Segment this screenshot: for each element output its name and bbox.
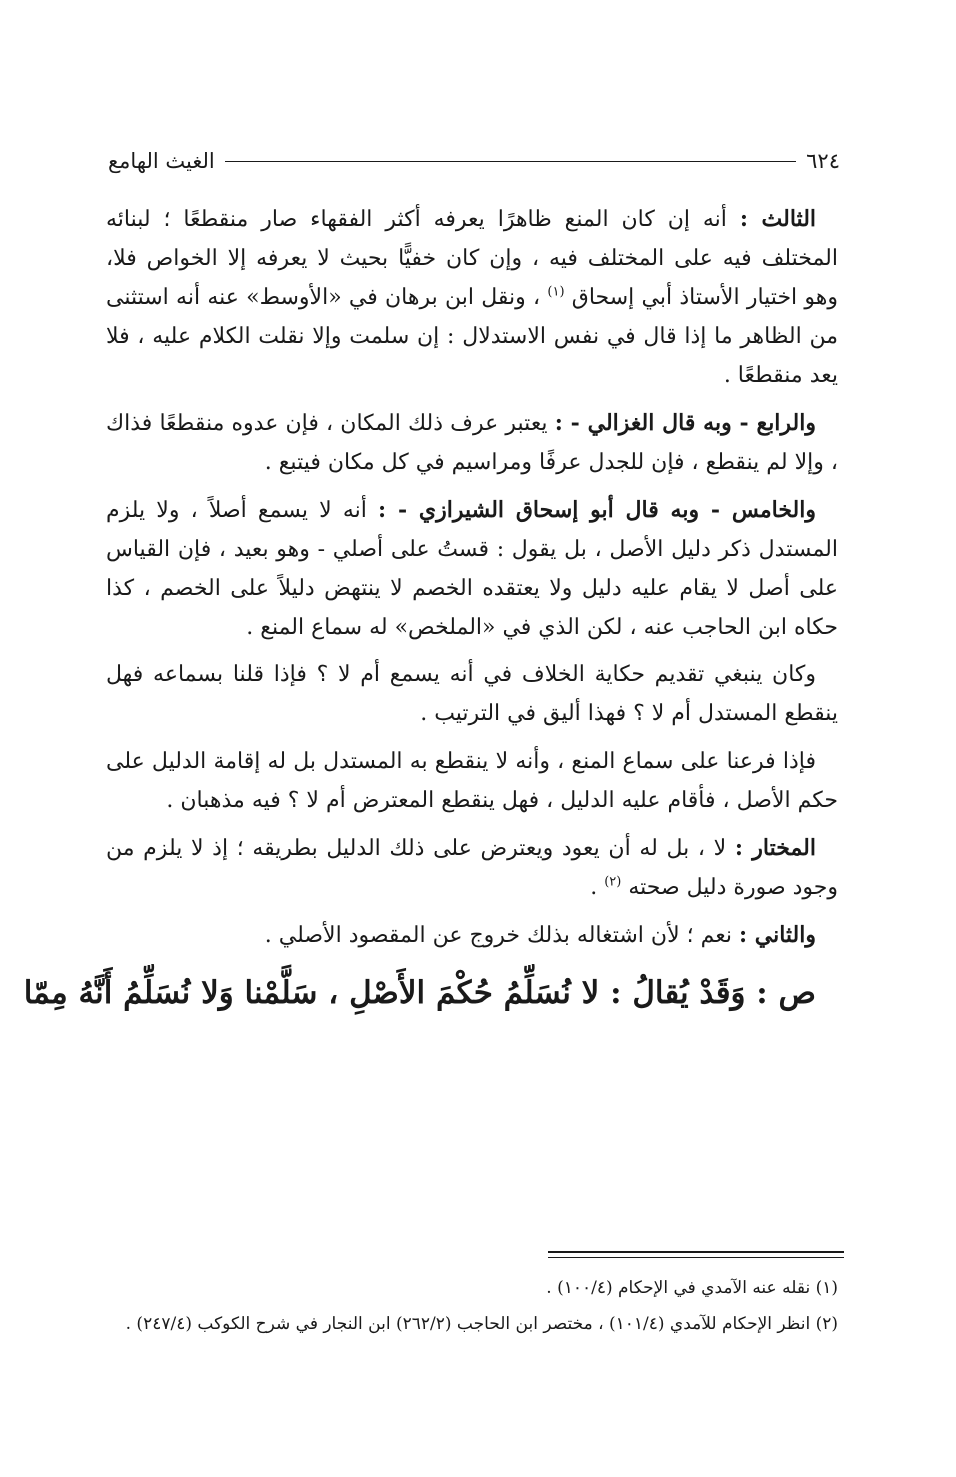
footnote-ref: (٢) <box>604 874 622 890</box>
paragraph-text: فإذا فرعنا على سماع المنع ، وأنه لا ينقطع به المستدل بل له إقامة الدليل على حكم الأصل ، فأقام عليه الدليل ، فهل ينقطع المعترض أم لا ؟ فيه مذهبان . <box>106 748 838 813</box>
paragraph <box>106 829 838 908</box>
paragraph <box>106 656 838 734</box>
running-title: الغيث الهامع <box>108 149 215 173</box>
page-number: ٦٢٤ <box>806 149 840 173</box>
paragraph-text: يعتبر عرف ذلك المكان ، فإن عدوه منقطعًا فذاك ، وإلا لم ينقطع ، فإن للجدل عرفًا ومراسيم في كل مكان فيتبع . <box>106 411 838 475</box>
paragraph <box>106 916 838 956</box>
paragraph <box>106 491 838 648</box>
paragraph-lead: والثاني : <box>738 922 816 949</box>
paragraph <box>106 743 838 821</box>
paragraph <box>106 200 838 396</box>
footnote: (١) نقله عنه الآمدي في الإحكام (١٠٠/٤) . <box>546 1278 838 1298</box>
footnote-separator <box>548 1251 844 1253</box>
paragraph-lead: والخامس - وبه قال أبو إسحاق الشيرازي - : <box>378 497 816 524</box>
paragraph-lead: المختار : <box>734 835 816 862</box>
paragraph-text-cont: . <box>590 875 605 900</box>
footnote: (٢) انظر الإحكام للآمدي (١٠١/٤) ، مختصر ابن الحاجب (٢٦٢/٢) ابن النجار في شرح الكوكب (٢٤٧/٤) . <box>125 1314 838 1334</box>
paragraph-text: لا ، بل له أن يعود ويعترض على ذلك الدليل بطريقه ؛ إذ لا يلزم من وجود صورة دليل صحته <box>106 836 838 900</box>
paragraph-text-cont: ، ونقل ابن برهان في «الأوسط» عنه أنه استثنى من الظاهر ما إذا قال في نفس الاستدلال : إن سلمت وإلا نقلت الكلام عليه ، فلا يعد منقطعًا . <box>106 284 838 388</box>
footnotes <box>108 1272 838 1344</box>
paragraph-text: نعم ؛ لأن اشتغاله بذلك خروج عن المقصود الأصلي . <box>264 923 739 949</box>
paragraph-text: أنه لا يسمع أصلاً ، ولا يلزم المستدل ذكر دليل الأصل ، بل يقول : قستُ على أصلي - وهو بعيد ، فإن القياس على أصل لا يقام عليه دليل ولا يعتقده الخصم لا ينتهض دليلاً على الخصم ، كذا حكاه ابن الحاجب عنه ، لكن الذي في «الملخص» له سماع المنع . <box>106 498 838 641</box>
running-header <box>108 143 840 179</box>
paragraph <box>106 404 838 483</box>
header-rule <box>225 161 796 162</box>
footnote-separator-thin <box>548 1257 844 1258</box>
paragraph-text: وكان ينبغي تقديم حكاية الخلاف في أنه يسمع أم لا ؟ فإذا قلنا بسماعه فهل ينقطع المستدل أم لا ؟ فهذا أليق في الترتيب . <box>106 662 838 727</box>
paragraph-text: أنه إن كان المنع ظاهرًا يعرفه أكثر الفقهاء صار منقطعًا ؛ لبنائه المختلف فيه على المختلف فيه ، وإن كان خفيًّا بحيث لا يعرفه إلا الخواص فلا، وهو اختيار الأستاذ أبي إسحاق <box>106 207 839 310</box>
main-text <box>23 200 839 1052</box>
footnote-ref: (١) <box>547 284 565 300</box>
matn-line: ص : وَقَدْ يُقالُ : لا نُسَلِّمُ حُكْمَ الأَصْلِ ، سَلَّمْنا وَلا نُسَلِّمُ أَنَّهُ مِمّا <box>23 974 816 1011</box>
paragraph-lead: الثالث : <box>739 206 817 232</box>
paragraph-lead: والرابع - وبه قال الغزالي - : <box>554 410 817 437</box>
